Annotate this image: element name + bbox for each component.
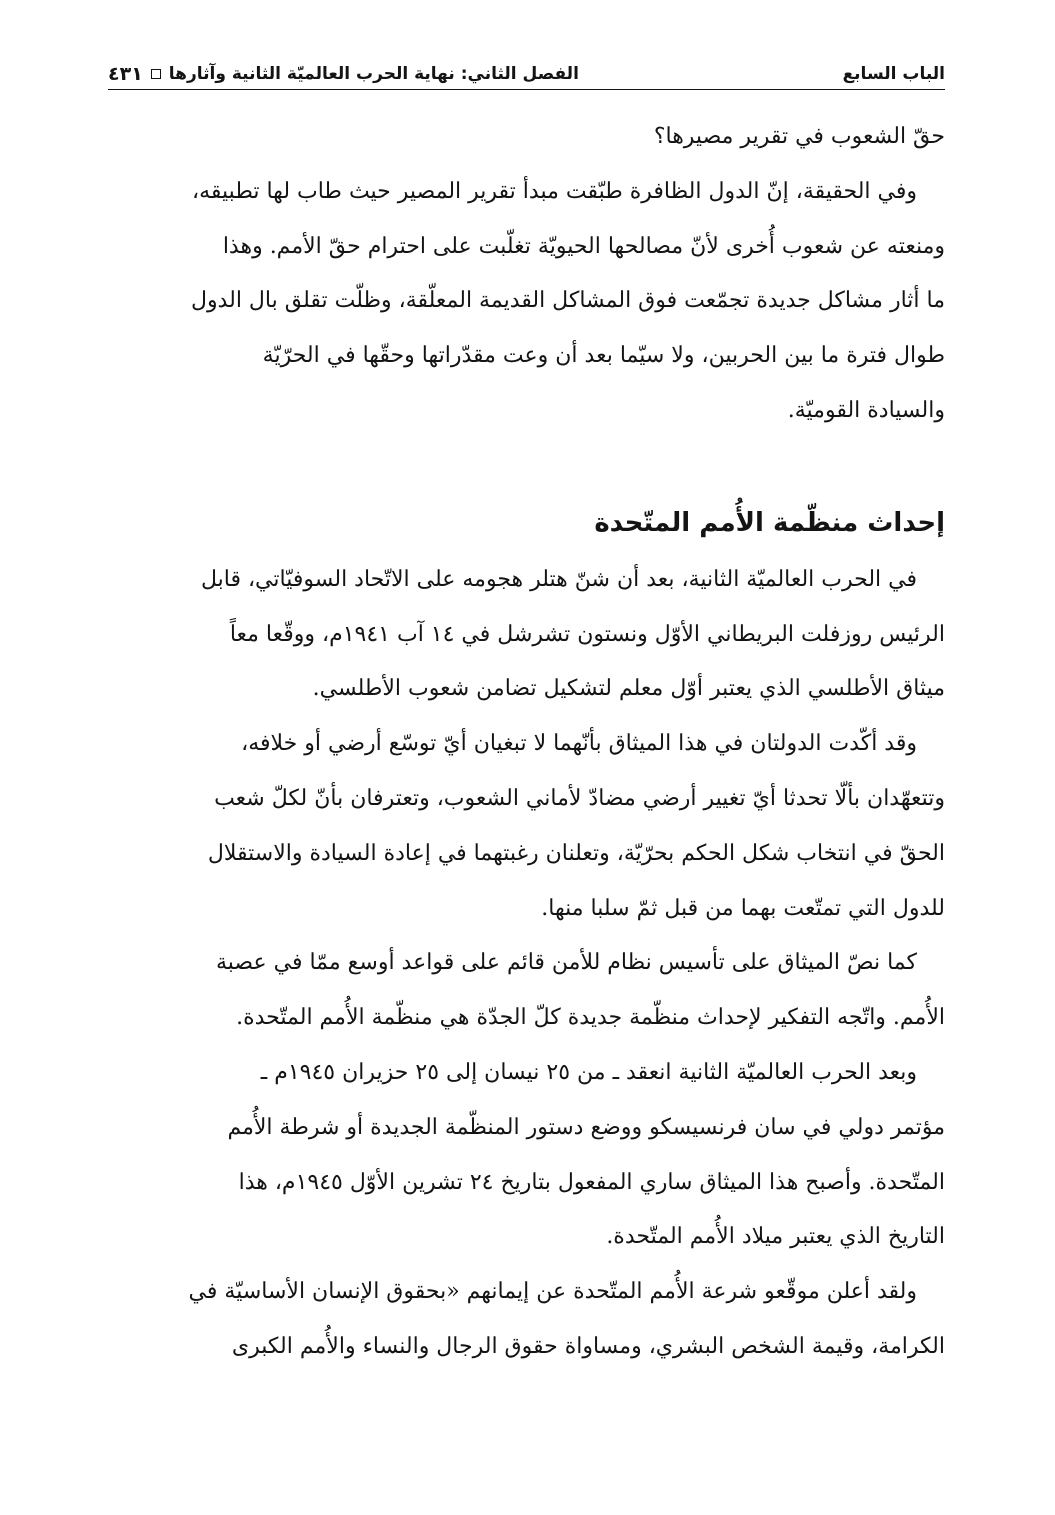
text-line: وقد أكّدت الدولتان في هذا الميثاق بأنّهما لا تبغيان أيّ توسّع أرضي أو خلافه،	[241, 731, 917, 757]
text-line: في الحرب العالميّة الثانية، بعد أن شنّ هتلر هجومه على الاتّحاد السوفيّاتي، قابل	[200, 566, 917, 592]
text-line: وبعد الحرب العالميّة الثانية انعقد ـ من ٢٥ نيسان إلى ٢٥ حزيران ١٩٤٥م ـ	[260, 1059, 917, 1085]
text-line: وفي الحقيقة، إنّ الدول الظافرة طبّقت مبدأ تقرير المصير حيث طاب لها تطبيقه،	[192, 178, 917, 204]
text-line: ما أثار مشاكل جديدة تجمّعت فوق المشاكل القديمة المعلّقة، وظلّت تقلق بال الدول	[190, 288, 945, 314]
paragraph	[108, 553, 945, 717]
section-heading: إحداث منظّمة الأُمم المتّحدة	[594, 507, 945, 538]
running-header	[108, 55, 945, 85]
section-title: الفصل الثاني: نهاية الحرب العالميّة الثانية وآثارها	[168, 64, 579, 84]
paragraph	[108, 936, 945, 1046]
text-line: الكرامة، وقيمة الشخص البشري، ومساواة حقوق الرجال والنساء والأُمم الكبرى	[231, 1333, 945, 1359]
text-line: التاريخ الذي يعتبر ميلاد الأُمم المتّحدة.	[606, 1224, 945, 1250]
text-line: ولقد أعلن موقّعو شرعة الأُمم المتّحدة عن إيمانهم «بحقوق الإنسان الأساسيّة في	[188, 1279, 917, 1305]
book-page	[108, 55, 945, 1475]
text-line: المتّحدة. وأصبح هذا الميثاق ساري المفعول بتاريخ ٢٤ تشرين الأوّل ١٩٤٥م، هذا	[238, 1169, 945, 1195]
intro-paragraph	[108, 110, 945, 439]
text-line: طوال فترة ما بين الحربين، ولا سيّما بعد أن وعت مقدّراتها وحقّها في الحرّيّة	[262, 343, 945, 369]
text-line: كما نصّ الميثاق على تأسيس نظام للأمن قائم على قواعد أوسع ممّا في عصبة	[216, 950, 917, 976]
text-line: حقّ الشعوب في تقرير مصيرها؟	[653, 124, 945, 149]
text-line: للدول التي تمتّعت بهما من قبل ثمّ سلبا منها.	[541, 895, 945, 921]
text-line: والسيادة القوميّة.	[787, 397, 945, 423]
text-line: ومنعته عن شعوب أُخرى لأنّ مصالحها الحيويّة تغلّبت على احترام حقّ الأمم. وهذا	[222, 233, 945, 259]
text-line: مؤتمر دولي في سان فرنسيسكو ووضع دستور المنظّمة الجديدة أو شرطة الأُمم	[227, 1114, 945, 1140]
page-number: ٤٣١	[108, 63, 143, 85]
paragraph	[108, 717, 945, 936]
text-line: وتتعهّدان بألّا تحدثا أيّ تغيير أرضي مضادّ لأماني الشعوب، وتعترفان بأنّ لكلّ شعب	[214, 785, 945, 811]
paragraph	[108, 1265, 945, 1375]
chapter-title: الباب السابع	[842, 64, 945, 84]
paragraph	[108, 1046, 945, 1265]
header-section-group	[108, 63, 579, 85]
text-line: الرئيس روزفلت البريطاني الأوّل ونستون تشرشل في ١٤ آب ١٩٤١م، ووقّعا معاً	[229, 621, 945, 647]
text-line: الأُمم. واتّجه التفكير لإحداث منظّمة جديدة كلّ الجدّة هي منظّمة الأُمم المتّحدة.	[236, 1005, 945, 1031]
text-line: ميثاق الأطلسي الذي يعتبر أوّل معلم لتشكيل تضامن شعوب الأطلسي.	[312, 676, 945, 702]
text-line: الحقّ في انتخاب شكل الحكم بحرّيّة، وتعلنان رغبتهما في إعادة السيادة والاستقلال	[207, 840, 945, 866]
header-rule	[108, 89, 945, 90]
body-text	[108, 110, 945, 1375]
square-icon	[151, 69, 161, 79]
